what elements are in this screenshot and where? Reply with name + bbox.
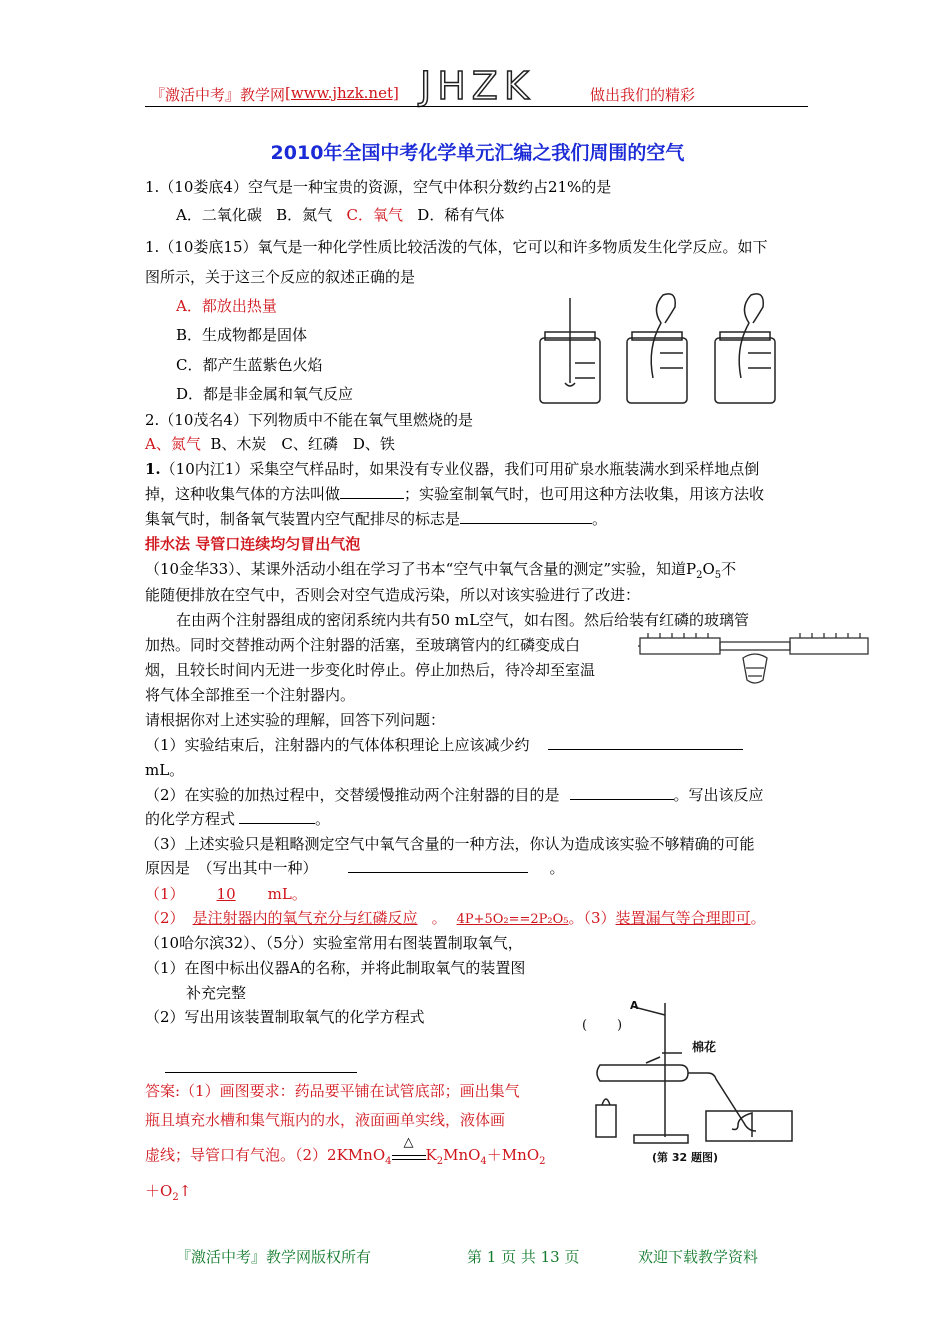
q5-sub1-text: （1）实验结束后，注射器内的气体体积理论上应该减少约 — [145, 736, 530, 754]
header-divider — [145, 106, 808, 107]
q6-ans-sub5: 2 — [172, 1192, 179, 1203]
q5-sub-2: 5 — [714, 570, 722, 581]
q5-line6: 将气体全部推至一个注射器内。 — [145, 686, 356, 704]
q1-option-c: C．氧气 — [346, 206, 403, 224]
q4-line2 — [145, 483, 810, 505]
q5-line5: 烟，且较长时间内无进一步变化时停止。停止加热后，待冷却至室温 — [145, 661, 596, 679]
q5-ans3-end: 。 — [750, 909, 766, 927]
q1-options — [176, 204, 841, 226]
q5-sub3-line2 — [145, 857, 810, 879]
q3-options-rest: B、木炭 C、红磷 D、铁 — [210, 435, 395, 453]
q2-option-b: B．生成物都是固体 — [176, 326, 308, 344]
q5-sub2-eq-blank[interactable] — [239, 809, 315, 824]
three-jars-figure — [535, 288, 780, 406]
header-slogan: 做出我们的精彩 — [590, 86, 696, 104]
header-site-name: 『激活中考』教学网 — [150, 86, 286, 104]
q5-sub2-rest: 。写出该反应 — [673, 786, 764, 804]
q4-line2-text: 掉，这种收集气体的方法叫做 — [145, 485, 341, 503]
q5-sub1-unit: mL。 — [145, 761, 185, 779]
q6-ans-sub3: 4 — [480, 1156, 487, 1167]
q4-answer: 排水法 导管口连续均匀冒出气泡 — [145, 535, 361, 553]
footer-welcome: 欢迎下载教学资料 — [638, 1248, 759, 1266]
q2-option-c: C．都产生蓝紫色火焰 — [176, 356, 323, 374]
q5-sub3-end: 。 — [549, 859, 565, 877]
q6-line2: （1）在图中标出仪器A的名称，并将此制取氧气的装置图 — [145, 959, 526, 977]
q5-sub3: （3）上述实验只是粗略测定空气中氧气含量的一种方法，你认为造成该实验不够精确的可能 — [145, 835, 755, 853]
q5-line7: 请根据你对上述实验的理解，回答下列问题： — [145, 711, 446, 729]
q6-answer-line1: 答案:（1）画图要求：药品要平铺在试管底部；画出集气 — [145, 1082, 520, 1100]
q5-line3: 在由两个注射器组成的密闭系统内共有50 mL空气，如右图。然后给装有红磷的玻璃管 — [176, 611, 750, 629]
q4-line3 — [145, 508, 810, 530]
q5-line4: 加热。同时交替推动两个注射器的活塞，至玻璃管内的红磷变成白 — [145, 636, 581, 654]
q6-line4: （2）写出用该装置制取氧气的化学方程式 — [145, 1008, 425, 1026]
footer-page-number: 第 1 页 共 13 页 — [467, 1248, 580, 1266]
q4-blank-2[interactable] — [460, 509, 592, 524]
fig-label-cotton: 棉花 — [692, 1040, 717, 1054]
q6-ans-eq-mno: MnO — [443, 1146, 481, 1164]
q6-line3: 补充完整 — [186, 984, 247, 1002]
q4-line1 — [145, 458, 810, 480]
q4-line3-end: 。 — [592, 510, 608, 528]
q5-sub1-blank[interactable] — [548, 735, 743, 750]
q5-sub2 — [145, 784, 810, 806]
q5-sub3-blank[interactable] — [348, 858, 528, 873]
q1-option-a: A．二氧化碳 — [176, 206, 262, 224]
q6-line1: （10哈尔滨32）、（5分）实验室常用右图装置制取氧气， — [145, 934, 523, 952]
q5-line1-end: 不 — [721, 560, 737, 578]
q5-ans1-unit: mL。 — [267, 885, 307, 903]
q6-ans-gas-arrow: ↑ — [178, 1182, 192, 1200]
q5-ans3-value: 装置漏气等合理即可 — [615, 909, 751, 927]
q2-stem-line2: 图所示，关于这三个反应的叙述正确的是 — [145, 268, 416, 286]
q5-sub2-blank[interactable] — [570, 785, 674, 800]
q6-ans-sub4: 2 — [539, 1156, 546, 1167]
fig-label-close-paren: ) — [617, 1018, 623, 1033]
q4-number: 1. — [145, 460, 161, 478]
q2-stem-line1: 1.（10娄底15）氧气是一种化学性质比较活泼的气体，它可以和许多物质发生化学反应。如下 — [145, 238, 768, 256]
q4-blank-1[interactable] — [340, 484, 404, 499]
fig-caption: (第 32 题图) — [652, 1151, 719, 1164]
footer-copyright: 『激活中考』教学网版权所有 — [176, 1248, 372, 1266]
q6-ans-eq-plus-mno: ＋MnO — [486, 1146, 540, 1164]
q5-line1 — [145, 558, 810, 587]
q2-option-d: D．都是非金属和氧气反应 — [176, 385, 354, 403]
q6-ans-eq-plus-o: ＋O — [145, 1182, 173, 1200]
page-header — [145, 64, 810, 108]
q5-sub2-eq — [145, 808, 810, 830]
q4-line3-text: 集氧气时，制备氧气装置内空气配排尽的标志是 — [145, 510, 461, 528]
q6-ans-eq-part1: 虚线；导管口有气泡。（2）2KMnO — [145, 1146, 386, 1164]
q5-ans2-value: 是注射器内的氧气充分与红磷反应 — [192, 909, 418, 927]
q6-answer-line4 — [145, 1180, 810, 1209]
q5-line1-o: O — [702, 560, 715, 578]
q5-sub1 — [145, 734, 810, 756]
q6-answer-blank[interactable] — [165, 1072, 357, 1073]
header-url-link[interactable]: [www.jhzk.net] — [285, 84, 399, 102]
q6-ans-eq-k: K — [425, 1146, 437, 1164]
syringe-figure — [638, 628, 870, 708]
q5-sub3-text: 原因是 （写出其中一种） — [145, 859, 318, 877]
page-title: 2010年全国中考化学单元汇编之我们周围的空气 — [270, 142, 685, 164]
q5-sub-1: 2 — [696, 570, 703, 581]
q1-option-d: D．稀有气体 — [417, 206, 505, 224]
oxygen-apparatus-figure — [572, 995, 802, 1167]
q6-ans-sub2: 2 — [436, 1156, 444, 1167]
q5-ans2-equation: 4P+5O₂==2P₂O₅ — [456, 912, 569, 927]
q3-options — [145, 433, 810, 455]
q5-sub2-eq-label: 的化学方程式 — [145, 810, 236, 828]
q5-sub2-text: （2）在实验的加热过程中，交替缓慢推动两个注射器的目的是 — [145, 786, 560, 804]
q5-answer-2 — [145, 907, 810, 931]
q1-stem: 1.（10娄底4）空气是一种宝贵的资源，空气中体积分数约占21%的是 — [145, 178, 612, 196]
fig-label-a: A — [630, 999, 639, 1012]
q6-answer-line2: 瓶且填充水槽和集气瓶内的水，液面画单实线，液体画 — [145, 1111, 506, 1129]
q6-ans-delta-sign — [392, 1135, 426, 1160]
q5-ans1-label: （1） — [145, 885, 185, 903]
q4-line2-rest: ；实验室制氧气时，也可用这种方法收集，用该方法收 — [404, 485, 765, 503]
q6-ans-sub1: 4 — [385, 1156, 392, 1167]
q5-sub2-eq-end: 。 — [315, 810, 331, 828]
q5-line2: 能随便排放在空气中，否则会对空气造成污染，所以对该实验进行了改进： — [145, 586, 641, 604]
q5-ans1-value: 10 — [216, 885, 236, 903]
q6-ans-delta: △ — [403, 1135, 414, 1150]
q2-option-a: A．都放出热量 — [176, 297, 277, 315]
q1-option-b: B．氮气 — [276, 206, 333, 224]
q5-answer-1 — [145, 883, 810, 905]
q5-ans2-sep: 。 — [431, 909, 447, 927]
q3-option-a: A、氮气 — [145, 435, 201, 453]
fig-label-open-paren: ( — [582, 1018, 588, 1033]
q4-line1-text: （10内江1）采集空气样品时，如果没有专业仪器，我们可用矿泉水瓶装满水到采样地点倒 — [160, 460, 760, 478]
q5-ans2-label: （2） — [145, 909, 185, 927]
header-logo: JHZK — [420, 64, 535, 108]
q3-stem: 2.（10茂名4）下列物质中不能在氧气里燃烧的是 — [145, 411, 473, 429]
q5-line1-text: （10金华33）、某课外活动小组在学习了书本“空气中氧气含量的测定”实验，知道P — [145, 560, 697, 578]
q5-ans3-label: 。（3） — [568, 909, 616, 927]
